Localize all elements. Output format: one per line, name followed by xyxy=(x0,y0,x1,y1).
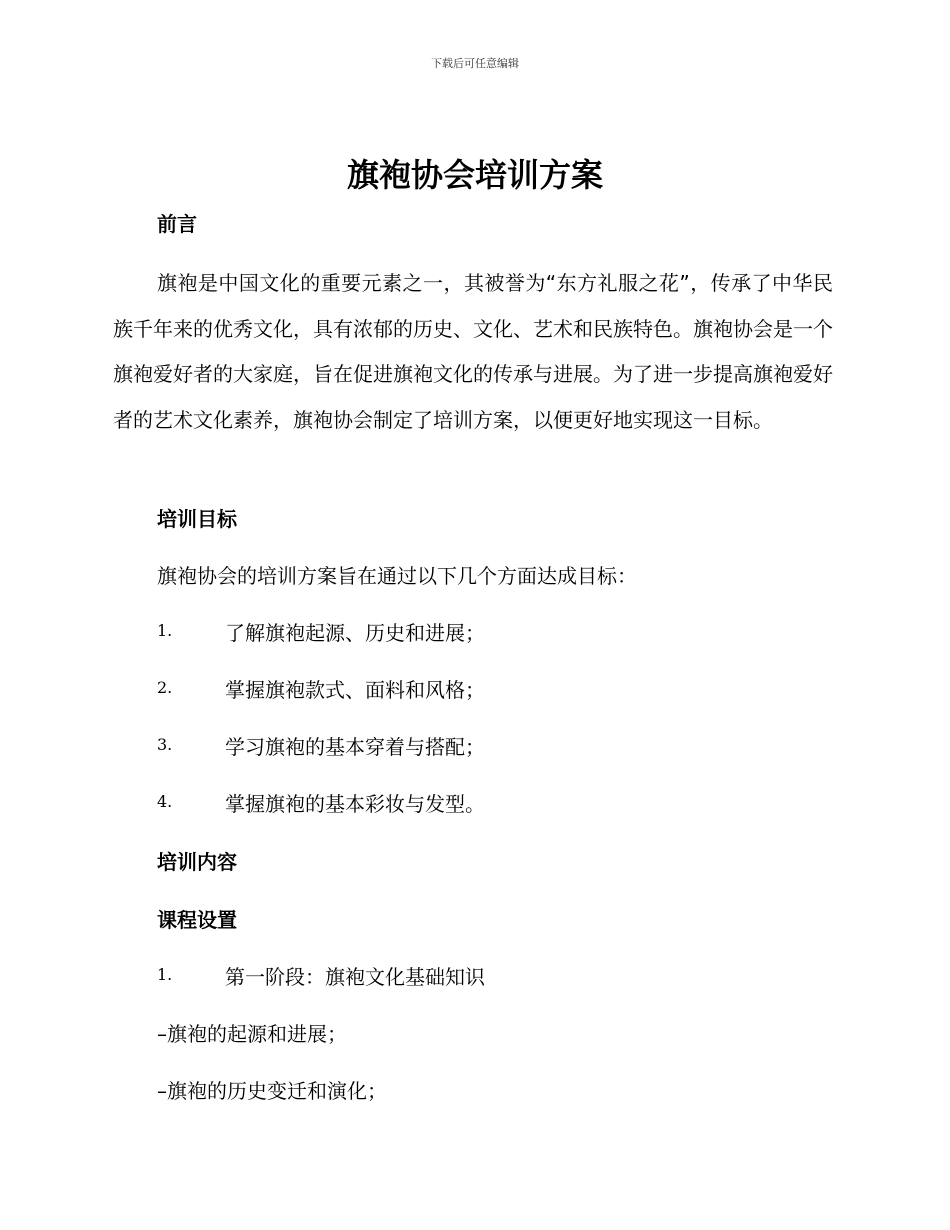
list-text: 学习旗袍的基本穿着与搭配； xyxy=(225,735,485,759)
list-number: 2. xyxy=(157,678,173,697)
list-text: 掌握旗袍的基本彩妆与发型。 xyxy=(225,792,485,816)
list-text: 掌握旗袍款式、面料和风格； xyxy=(225,678,485,702)
stage1-subitem-2: –旗袍的历史变迁和演化； xyxy=(157,1079,387,1103)
list-number: 3. xyxy=(157,735,173,754)
preface-paragraph: 旗袍是中国文化的重要元素之一，其被誉为“东方礼服之花”，传承了中华民族千年来的优秀文化，具有浓郁的历史、文化、艺术和民族特色。旗袍协会是一个旗袍爱好者的大家庭，旨在促进旗袍文化的传承与进展。为了进一步提高旗袍爱好者的艺术文化素养，旗袍协会制定了培训方案，以便更好地实现这一目标。 xyxy=(113,271,833,432)
course-heading: 课程设置 xyxy=(157,908,237,932)
goals-intro: 旗袍协会的培训方案旨在通过以下几个方面达成目标： xyxy=(157,564,637,588)
list-text: 了解旗袍起源、历史和进展； xyxy=(225,621,485,645)
goals-heading: 培训目标 xyxy=(157,507,237,531)
document-title: 旗袍协会培训方案 xyxy=(346,156,603,194)
list-number: 4. xyxy=(157,792,173,811)
list-text: 第一阶段：旗袍文化基础知识 xyxy=(225,965,485,989)
list-number: 1. xyxy=(157,965,173,984)
stage1-subitem-1: –旗袍的起源和进展； xyxy=(157,1022,347,1046)
content-heading: 培训内容 xyxy=(157,850,237,874)
header-note: 下载后可任意编辑 xyxy=(431,57,519,70)
preface-heading: 前言 xyxy=(157,212,197,236)
list-number: 1. xyxy=(157,621,173,640)
